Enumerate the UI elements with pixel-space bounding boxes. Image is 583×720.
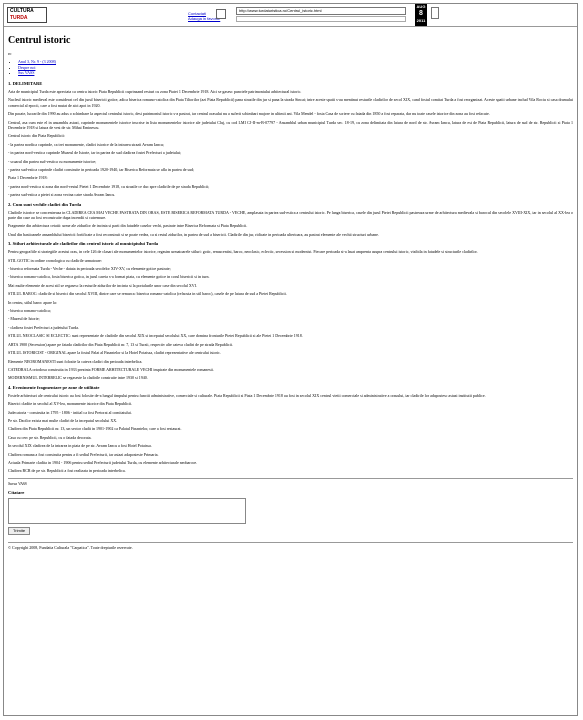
section-paragraph: Cladirea romana a fost construita pentru a fi sediul Prefecturii, iar astazi adaposteste Primaria. <box>8 451 159 457</box>
section-paragraph: STILUL ISTORICIST - ORIGINAL apare la fostul Palat al Finantelor si la Hotel Potaissa, cladiri reprezentative ale centrului istoric. <box>8 350 221 356</box>
toolbar-box-icon[interactable] <box>216 9 226 19</box>
section-paragraph: - partea nord-vestica si zona din nord-vestul Pietei 1 Decembrie 1918, cu strazile ce duc spre cladirile de pe strada Republicii; <box>8 183 210 189</box>
copyright-text: © Copyright 2008, Fundatia Culturala "Carpatica". Toate drepturile rezervate. <box>8 545 133 551</box>
nav-link-about[interactable]: Despre noi <box>18 64 36 70</box>
date-year: 2011 <box>416 18 426 23</box>
divider <box>8 478 573 479</box>
nav-link-issue[interactable]: Anul 3, Nr. 9 - (3 2008) <box>18 59 56 65</box>
section-paragraph: - biserica romano-catolica, fosta biserica gotica, in jurul careia s-a format piata, cu elemente gotice in corul bisericii si in turn. <box>8 274 210 280</box>
search-field[interactable] <box>236 16 406 22</box>
section-paragraph: ARTA 1900 (Secession) apare pe fatada cladirilor din Piata Republicii nr. 7, 13 si Turzii, respectiv alte cateva cladiri de pe strada Republicii. <box>8 341 233 347</box>
nav-link-vass[interactable]: Sus VASS <box>18 70 35 76</box>
section-paragraph: STILUL BAROC: cladirile si biserici din secolul XVIII, dintre care se remarca: biserica romano-catolica (refacuta in stil baroc), casele de pe latura de sud a Pietei Republicii. <box>8 291 287 297</box>
section-paragraph: - la partea nordica cuprinde, ca trei monumente, cladiri istorice de la intrarea strazii Avram Iancu; <box>8 141 164 147</box>
section-paragraph: Mai multe elemente de acest stil se regasesc la resturile zidurilor de incinta si la portalurile unor case din secolul XVI. <box>8 282 197 288</box>
section-paragraph: Biserici cladite in secolul al XV-lea, monumente istorice din Piata Republicii. <box>8 401 133 407</box>
section-paragraph: Pentru geografiile si strategiile acestui oras, in cele 126 de clasari ale monumentelor istorice, regasim urmatoarele stiluri: gotic, renascentist, baroc, neoclasic, eclectic, secession si modernist. Fiecare perioada si-a lasat amprenta asupra centrului istoric, vizibila in fatadele si structurile cladirilor. <box>8 249 478 255</box>
divider <box>8 542 573 543</box>
section-paragraph: Piata 1 Decembrie 1918: <box>8 175 48 181</box>
section-paragraph: Centrul istoric din Piata Republicii: <box>8 133 65 139</box>
address-field[interactable]: http://www.turdaturistica.ro/Centrul_istoric.html <box>236 7 406 15</box>
site-logo[interactable] <box>7 7 47 23</box>
section-paragraph: Fragmente din arhitectura cetatii: urme ale zidurilor de incinta si parti din fatadele caselor vechi, pastrate intre Biserica Reformata si Piata Republicii. <box>8 223 248 229</box>
favorites-link[interactable]: Adauga in favorite <box>188 16 221 21</box>
date-day: 8 <box>419 10 423 17</box>
date-month: AUG <box>416 4 426 9</box>
section-paragraph: - Muzeul de Istorie; <box>8 316 40 322</box>
author-label: Sursa VASS <box>8 480 27 486</box>
section-paragraph: Actuala Primarie cladita in 1904 - 1906 pentru sediul Prefecturii judetului Turda, cu elemente arhitecturale neobaroce. <box>8 459 198 465</box>
section-paragraph: Cladirea BCR de pe str. Republicii a fost realizata in perioada interbelica. <box>8 468 126 474</box>
section-heading: 4. Evenimente fragmentare pe zone de utilitate <box>8 384 100 390</box>
section-paragraph: Cladirile istorice se concentreaza in CLADIREA CEA MAI VECHE PASTRATA DIN ORAS, ESTE BISERICA REFORMATA TURDA - VECHE, amplasata in partea sud-estica a centrului istoric. Pe langa biserica, casele din jurul Pietei Republicii pastreaza urme de arhitectura medievala si barocul din secolele XVIII-XIX, iar in secolul al XX-lea o parte din case au fost reconstruite dupa incendii si cutremure. <box>8 209 573 220</box>
section-paragraph: Elemente NEOROMANESTI sunt folosite la cateva cladiri din perioada interbelica. <box>8 358 143 364</box>
section-paragraph: Din pacate, lucrarile din 1990 au adus o schimbare la aspectul centrului istoric, desi patrimoniul istoric s-a pastrat, iar centrul orasului nu a suferit schimbari majore in ultimii ani. Vila Mendel - fosta Casa de scriere cu fatada din 1850 a fost reparata, dar nu toate casele istorice din zona au fost refacute. <box>8 111 490 117</box>
comments-heading: Citatare <box>8 490 25 496</box>
article-sections <box>8 81 573 474</box>
section-paragraph: Aria de municipiul Turda este apreciata ca centru istoric Piata Republicii cuprinzand resturi cu zona Piatei 1 Decembrie 1918. Aici se gasesc punctele patrimoniului arhitectural istoric. <box>8 88 302 94</box>
section-heading: 1. DELIMITARE <box>8 80 43 86</box>
section-paragraph: Unul din bastioanele ansamblului bisericii fortificate a fost reconstruit si se poate vedea, ca si restul zidurilor, in partea de sud a bisericii. Cladirile din jur, ridicate in perioada ulterioara, au pastrat elemente ale vechii structuri urbane. <box>8 231 379 237</box>
article-nav <box>18 59 573 76</box>
section-paragraph: - biserica romano-catolica; <box>8 308 51 314</box>
section-paragraph: Fostele arhitecturi ale centrului istoric au fost folosite de-a lungul timpului pentru functii administrative, comerciale si culturale. Piata Republicii si Piata 1 Decembrie 1918 au fost in secolul XIX centrul vietii comerciale si administrative a orasului, iar cladirile lor adapostesc astazi institutii publice. <box>8 392 486 398</box>
section-paragraph: Pe str. Dacilor exista mai multe cladiri de la inceputul secolului XX. <box>8 417 118 423</box>
section-paragraph: Casa cu cerc pe str. Republicii, cu o fatada decorata. <box>8 434 92 440</box>
section-heading: 3. Stiluri arhitecturale ale cladirilor din centrul istoric al municipiului Turda <box>8 241 159 247</box>
section-paragraph: Cladirea din Piata Republicii nr. 13, un sector cladit in 1901-1902 ca Palatul Finantelor, care a fost restaurat. <box>8 426 182 432</box>
page-frame <box>3 3 578 716</box>
article <box>4 27 577 551</box>
section-paragraph: STIL GOTIC in ordine cronologica cu cladirile urmatoare: <box>8 257 102 263</box>
section-paragraph: In centru, stilul baroc apare la: <box>8 299 57 305</box>
section-paragraph: - partea sud-estica cuprinde cladiri construite in perioada 1920-1940, iar Biserica Reformata se afla in partea de sud; <box>8 166 195 172</box>
submit-button[interactable]: Trimite <box>8 527 30 535</box>
section-paragraph: - biserica reformata Turda - Veche - datata in perioada secolelor XIV-XV, cu elemente gotice pastrate; <box>8 266 171 272</box>
logo-line-2: TURDA <box>10 15 28 21</box>
section-paragraph: Nucleul istoric medieval este considerat cel din jurul bisericii gotice, adica biserica romano-catolica din Piata Tiltorilor (azi Piata Republicii) pana strazile din jur si pana la strada Sincai; intre aceste spatii s-au mentinut resturile cladirilor de secol XIX, cand fostul comitat Turda a fost reorganizat. Aceste spatii urbane includ Vila Rociu si casa dramului comercial al epocii, care a fost mutat de aici apoi in 1920. <box>8 97 573 108</box>
section-paragraph: - partea sud-estica a pietei si zona vecina catre strada Avram Iancu. <box>8 192 116 198</box>
top-bar <box>4 4 577 27</box>
brand-icon <box>431 7 439 19</box>
nav-item <box>18 70 573 76</box>
section-paragraph: - in partea nord-vestica cuprinde Muzeul de Istorie, iar in partea de sud cladirea fostei Prefecturi a judetului; <box>8 150 182 156</box>
section-paragraph: - cladirea fostei Prefecturi a judetului Turda. <box>8 324 79 330</box>
contact-link[interactable]: Contactati <box>188 11 207 16</box>
page-title: Centrul istoric <box>8 35 71 46</box>
language-tag: ro <box>8 51 12 56</box>
comment-textarea[interactable] <box>8 498 246 524</box>
date-block <box>415 4 427 26</box>
logo-line-1: CULTURA <box>10 8 34 14</box>
section-heading: 2. Cum sunt vechile cladiri din Turda <box>8 201 82 207</box>
section-paragraph: Centrul, asa cum este el in ansamblu astazi, cuprinde monumentele istorice inscrise in lista monumentelor istorice ale judetului Cluj, cu cod LMI CJ-II-m-B-07797 - Ansamblul urban municipiul Turda sec. 18-19, cu zona delimitata din latura de nord de str. Avram Iancu, latura de est de Piata Republicii, latura de sud de str. Republicii si Piata 1 Decembrie 1918 si latura de vest de str. Mihai Eminescu. <box>8 119 573 130</box>
section-paragraph: STILUL NEOCLASIC SI ECLECTIC: sunt reprezentate de cladirile din secolul XIX si inceputul secolului XX, care domina fronturile Pietei Republicii si ale Pietei 1 Decembrie 1918. <box>8 333 303 339</box>
section-paragraph: In secolul XIX cladirea de la intrarea in piata de pe str. Avram Iancu a fost Hotel Potaissa. <box>8 443 152 449</box>
section-paragraph: CATEDRALA ortodoxa construita in 1933 prezinta FORME ARHITECTURALE VECHI inspirate din monumentele romanesti. <box>8 366 214 372</box>
section-paragraph: - scuarul din partea sud-vestica cu monumente istorice; <box>8 158 97 164</box>
section-paragraph: MODERNISMUL INTERBELIC se regaseste la cladirile construite intre 1930 si 1940. <box>8 375 148 381</box>
section-paragraph: Judecatoria - construita in 1795 - 1806 - initial ca fost Pretorat al comitatului. <box>8 409 132 415</box>
